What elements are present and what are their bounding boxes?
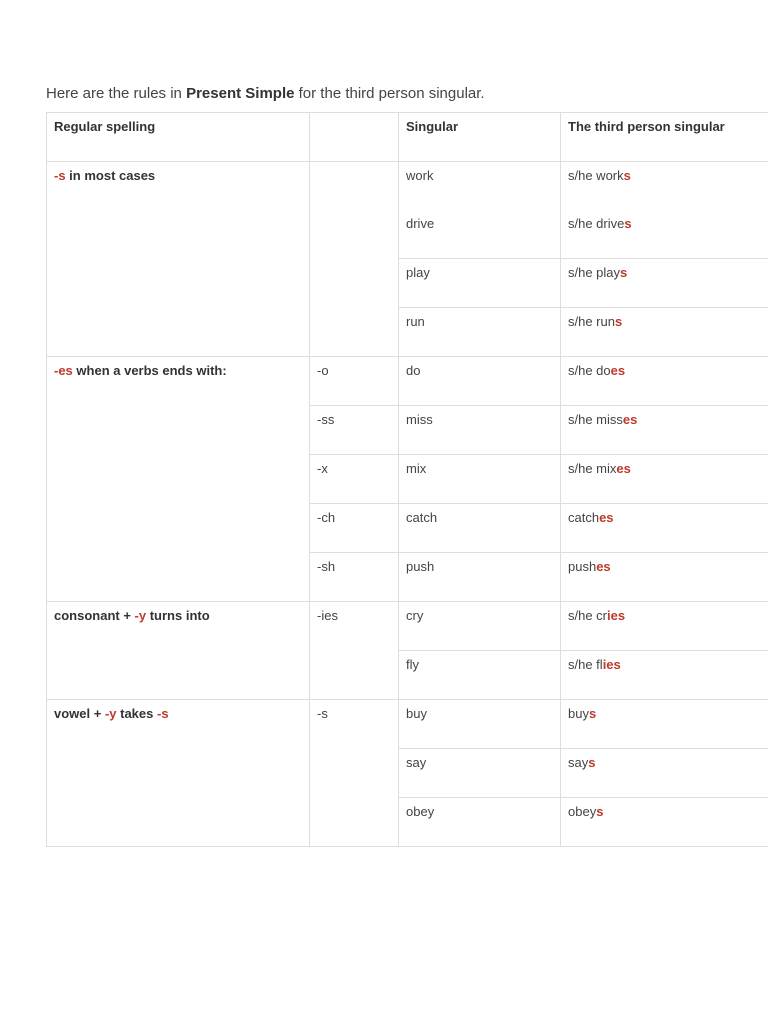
third-person-cell: [561, 210, 768, 259]
third-person-suffix: es: [616, 461, 631, 476]
third-person-base: say: [568, 755, 589, 770]
third-person-suffix: s: [588, 755, 596, 770]
rule-cell: [47, 357, 310, 602]
rule-fragment: turns into: [146, 608, 210, 623]
rule-fragment: when a verbs ends with:: [72, 363, 227, 378]
third-person-base: s/he miss: [568, 412, 623, 427]
singular-cell: play: [399, 259, 561, 308]
intro-prefix: Here are the rules in: [46, 85, 187, 102]
third-person-suffix: s: [623, 168, 631, 183]
third-person-suffix: s: [620, 265, 628, 280]
singular-cell: catch: [399, 504, 561, 553]
third-person-cell: [561, 162, 768, 211]
spelling-rules-table: [46, 112, 768, 847]
header-ending: [310, 113, 399, 162]
singular-cell: work: [399, 162, 561, 211]
third-person-suffix: s: [596, 804, 604, 819]
table-row: [47, 162, 768, 211]
third-person-suffix: ies: [602, 657, 621, 672]
third-person-base: catch: [568, 510, 600, 525]
third-person-suffix: ies: [607, 608, 626, 623]
third-person-cell: [561, 455, 768, 504]
third-person-cell: [561, 749, 768, 798]
ending-cell: -o: [310, 357, 399, 406]
third-person-base: s/he run: [568, 314, 615, 329]
singular-cell: do: [399, 357, 561, 406]
intro-suffix: for the third person singular.: [294, 85, 485, 102]
singular-cell: miss: [399, 406, 561, 455]
rule-fragment: consonant +: [54, 608, 135, 623]
third-person-cell: [561, 504, 768, 553]
rule-fragment: -es: [54, 363, 73, 378]
header-third-person: The third person singular: [561, 113, 768, 162]
rule-fragment: takes: [116, 706, 157, 721]
singular-cell: fly: [399, 651, 561, 700]
third-person-base: s/he fl: [568, 657, 603, 672]
third-person-cell: [561, 308, 768, 357]
table-row: [47, 700, 768, 749]
third-person-base: s/he mix: [568, 461, 617, 476]
singular-cell: cry: [399, 602, 561, 651]
rule-fragment: in most cases: [65, 168, 156, 183]
table-row: [47, 602, 768, 651]
rule-fragment: -y: [104, 706, 117, 721]
third-person-cell: [561, 553, 768, 602]
intro-bold-term: Present Simple: [186, 85, 295, 102]
third-person-base: s/he cr: [568, 608, 608, 623]
third-person-base: s/he do: [568, 363, 611, 378]
singular-cell: say: [399, 749, 561, 798]
header-regular-spelling: Regular spelling: [47, 113, 310, 162]
ending-cell: -x: [310, 455, 399, 504]
third-person-cell: [561, 259, 768, 308]
third-person-suffix: s: [614, 314, 623, 329]
singular-cell: buy: [399, 700, 561, 749]
singular-cell: obey: [399, 798, 561, 847]
third-person-base: buy: [568, 706, 589, 721]
header-singular: Singular: [399, 113, 561, 162]
third-person-cell: [561, 651, 768, 700]
third-person-base: obey: [568, 804, 597, 819]
singular-cell: drive: [399, 210, 561, 259]
rule-fragment: -s: [157, 706, 169, 721]
third-person-suffix: es: [610, 363, 626, 378]
rule-fragment: -s: [54, 168, 66, 183]
rule-cell: [47, 700, 310, 847]
singular-cell: push: [399, 553, 561, 602]
ending-cell: -ss: [310, 406, 399, 455]
third-person-cell: [561, 700, 768, 749]
third-person-base: s/he play: [568, 265, 621, 280]
third-person-suffix: s: [588, 706, 597, 721]
rule-cell: [47, 162, 310, 357]
ending-cell: -ch: [310, 504, 399, 553]
rule-fragment: -y: [134, 608, 147, 623]
third-person-cell: [561, 798, 768, 847]
ending-cell: [310, 162, 399, 357]
intro-text: [46, 84, 485, 104]
third-person-suffix: es: [622, 412, 638, 427]
singular-cell: run: [399, 308, 561, 357]
third-person-cell: [561, 406, 768, 455]
rule-fragment: vowel +: [54, 706, 105, 721]
ending-cell: -sh: [310, 553, 399, 602]
third-person-cell: [561, 357, 768, 406]
third-person-suffix: es: [596, 559, 611, 574]
ending-cell: -ies: [310, 602, 399, 700]
third-person-suffix: s: [624, 216, 632, 231]
rule-cell: [47, 602, 310, 700]
third-person-base: s/he drive: [568, 216, 625, 231]
third-person-cell: [561, 602, 768, 651]
table-row: [47, 357, 768, 406]
third-person-base: s/he work: [568, 168, 624, 183]
header-row: [47, 113, 768, 162]
third-person-suffix: es: [599, 510, 614, 525]
third-person-base: push: [568, 559, 597, 574]
singular-cell: mix: [399, 455, 561, 504]
ending-cell: -s: [310, 700, 399, 847]
